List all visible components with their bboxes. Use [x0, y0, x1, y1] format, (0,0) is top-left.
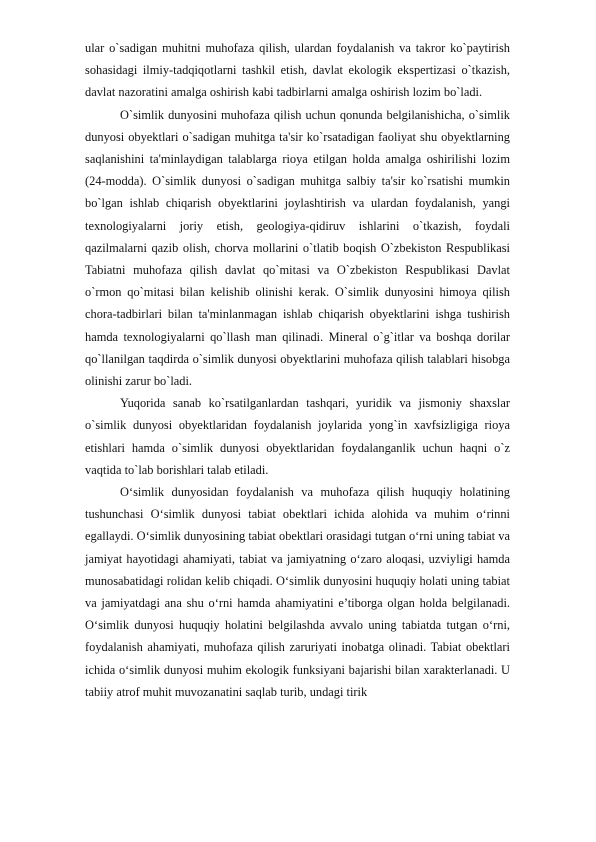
paragraph-4: O‘simlik dunyosidan foydalanish va muhofaza qilish huquqiy holatining tushunchasi O‘simlik dunyosi tabiat obektlari ichida alohida va muhim o‘rinni egallaydi. O‘simlik dunyosining tabiat obektlari orasidagi tutgan o‘rni uning tabiat va jamiyat hayotidagi ahamiyati, tabiat va jamiyatning o‘zaro aloqasi, uzviyligi hamda munosabatidagi rolidan kelib chiqadi. O‘simlik dunyosini huquqiy holati uning tabiat va jamiyatdagi ana shu o‘rni hamda ahamiyatini e’tiborga olgan holda belgilanadi. O‘simlik dunyosi huquqiy holatini belgilashda avvalo uning tabiatda tutgan o‘rni, foydalanish ahamiyati, muhofaza qilish zaruriyati inobatga olinadi. Tabiat obektlari ichida o‘simlik dunyosi muhim ekologik funksiyani bajarishi bilan xarakterlanadi. U tabiiy atrof muhit muvozanatini saqlab turib, undagi tirik: [85, 485, 510, 699]
paragraph-1: ular o`sadigan muhitni muhofaza qilish, ulardan foydalanish va takror ko`paytirish sohasidagi ilmiy-tadqiqotlarni tashkil etish, davlat ekologik ekspertizasi o`tkazish, davlat nazoratini amalga oshirish kabi tadbirlarni amalga oshirish lozim bo`ladi.: [85, 41, 510, 100]
document-page: [85, 37, 510, 703]
paragraph-2: O`simlik dunyosini muhofaza qilish uchun qonunda belgilanishicha, o`simlik dunyosi obyektlari o`sadigan muhitga ta'sir ko`rsatadigan faoliyat shu obyektlarning saqlanishini ta'minlaydigan talablarga rioya etilgan holda amalga oshirilishi lozim (24-modda). O`simlik dunyosi o`sadigan muhitga salbiy ta'sir ko`rsatishi mumkin bo`lgan ishlab chiqarish obyektlarini joylashtirish va ulardan foydalanish, yangi texnologiyalarni joriy etish, geologiya-qidiruv ishlarini o`tkazish, foydali qazilmalarni qazib olish, chorva mollarini o`tlatib boqish O`zbekiston Respublikasi Tabiatni muhofaza qilish davlat qo`mitasi va O`zbekiston Respublikasi Davlat o`rmon qo`mitasi bilan kelishib olinishi kerak. O`simlik dunyosini himoya qilish chora-tadbirlari bilan ta'minlanmagan ishlab chiqarish obyektlarini ishga tushirish hamda texnologiyalarni qo`llash man qilinadi. Mineral o`g`itlar va boshqa dorilar qo`llanilgan taqdirda o`simlik dunyosi obyektlarini muhofaza qilish talablari hisobga olinishi zarur bo`ladi.: [85, 107, 510, 389]
paragraph-3: Yuqorida sanab ko`rsatilganlardan tashqari, yuridik va jismoniy shaxslar o`simlik dunyosi obyektlaridan foydalanish joylarida yong`in xavfsizligiga rioya etishlari hamda o`simlik dunyosi obyektlaridan foydalanganlik uchun haqni o`z vaqtida to`lab borishlari talab etiladi.: [85, 396, 510, 477]
